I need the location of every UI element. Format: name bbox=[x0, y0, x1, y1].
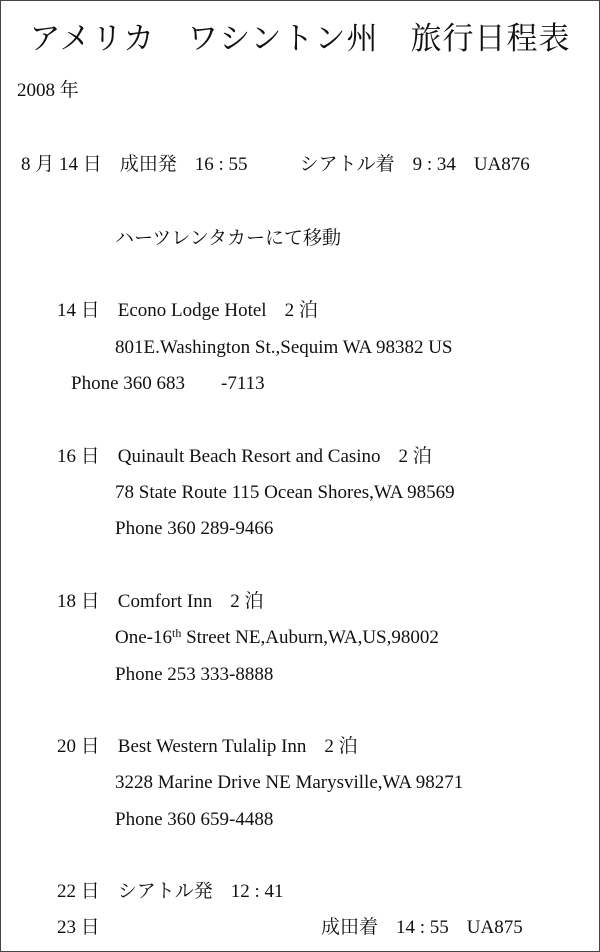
hotel-4-day: 20 日 bbox=[57, 736, 100, 757]
outbound-date: 8 月 14 日 bbox=[21, 154, 102, 175]
outbound-arr-time: 9 : 34 bbox=[412, 154, 456, 175]
hotel-1-name: Econo Lodge Hotel bbox=[117, 300, 267, 321]
hotel-1-day: 14 日 bbox=[57, 300, 100, 321]
outbound-dep-time: 16 : 55 bbox=[194, 154, 248, 175]
hotel-4-header bbox=[57, 737, 358, 756]
hotel-4-phone: Phone 360 659-4488 bbox=[115, 809, 274, 830]
outbound-flight-no: UA876 bbox=[473, 154, 530, 175]
return-arrival-line bbox=[321, 918, 523, 937]
hotel-3-address bbox=[115, 628, 439, 647]
hotel-2-nights: 2 泊 bbox=[398, 446, 432, 467]
return-departure-line bbox=[57, 882, 284, 901]
hotel-3-address-post: Street NE,Auburn,WA,US,98002 bbox=[181, 627, 439, 648]
year-label: 2008 年 bbox=[17, 80, 79, 101]
return-arr-time: 14 : 55 bbox=[396, 917, 449, 938]
outbound-to: シアトル着 bbox=[299, 154, 395, 175]
hotel-1-header bbox=[57, 301, 318, 320]
outbound-flight-line bbox=[21, 155, 530, 174]
hotel-3-phone: Phone 253 333-8888 bbox=[115, 664, 274, 685]
transport-note: ハーツレンタカーにて移動 bbox=[115, 228, 342, 249]
hotel-2-phone: Phone 360 289-9466 bbox=[115, 518, 274, 539]
hotel-3-day: 18 日 bbox=[57, 591, 100, 612]
page-title: アメリカ ワシントン州 旅行日程表 bbox=[29, 21, 571, 56]
hotel-4-nights: 2 泊 bbox=[324, 736, 358, 757]
return-dep-place: シアトル発 bbox=[117, 881, 213, 902]
hotel-2-name: Quinault Beach Resort and Casino bbox=[117, 446, 381, 467]
hotel-4-address: 3228 Marine Drive NE Marysville,WA 98271 bbox=[115, 772, 464, 793]
return-dep-time: 12 : 41 bbox=[230, 881, 284, 902]
return-flight-no: UA875 bbox=[466, 917, 523, 938]
hotel-2-header bbox=[57, 447, 432, 466]
hotel-3-address-pre: One-16 bbox=[115, 627, 172, 648]
hotel-3-header bbox=[57, 592, 264, 611]
hotel-1-nights: 2 泊 bbox=[284, 300, 318, 321]
return-arr-place: 成田着 bbox=[321, 917, 379, 938]
hotel-2-day: 16 日 bbox=[57, 446, 100, 467]
hotel-4-name: Best Western Tulalip Inn bbox=[117, 736, 307, 757]
hotel-3-nights: 2 泊 bbox=[230, 591, 264, 612]
hotel-1-phone bbox=[71, 374, 265, 393]
hotel-1-phone-tail: -7113 bbox=[221, 373, 265, 394]
hotel-3-address-sup: th bbox=[171, 626, 182, 640]
hotel-3-name: Comfort Inn bbox=[117, 591, 213, 612]
hotel-1-address: 801E.Washington St.,Sequim WA 98382 US bbox=[115, 337, 453, 358]
outbound-from: 成田発 bbox=[119, 154, 177, 175]
return-dep-day: 22 日 bbox=[57, 881, 100, 902]
hotel-1-phone-label: Phone 360 683 bbox=[71, 373, 185, 394]
return-arrival-day: 23 日 bbox=[57, 917, 100, 938]
hotel-2-address: 78 State Route 115 Ocean Shores,WA 98569 bbox=[115, 482, 455, 503]
